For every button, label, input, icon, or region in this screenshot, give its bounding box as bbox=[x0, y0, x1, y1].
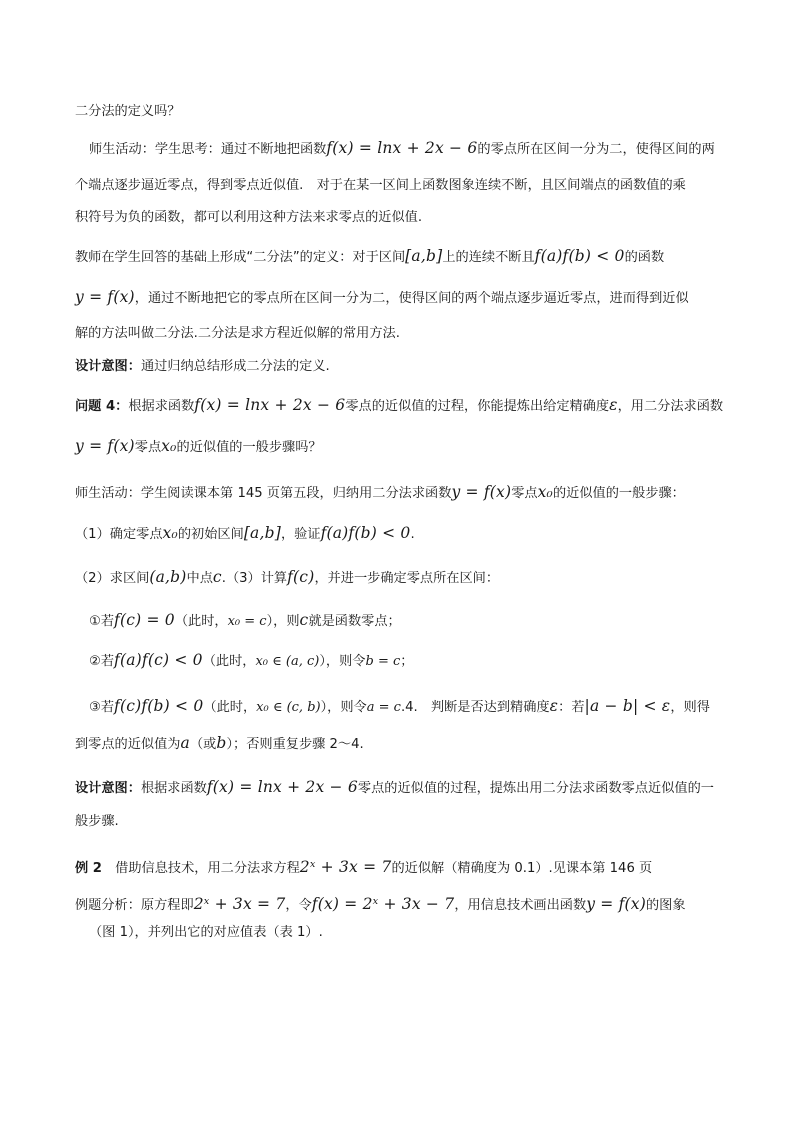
symbol-a: a bbox=[180, 734, 190, 752]
case-3-and-step-4: ③若f(c)f(b) < 0（此时，x₀ ∈ (c, b)），则令a = c.4. 判断是否达到精确度ε：若|a − b| < ε，则得 bbox=[89, 697, 710, 715]
example-analysis: 例题分析：原方程即2ˣ + 3x = 7，令f(x) = 2ˣ + 3x − 7，用信息技术画出函数y = f(x)的图象 bbox=[75, 895, 686, 913]
text-line-04: 积符号为负的函数，都可以利用这种方法来求零点的近似值. bbox=[75, 210, 423, 225]
text-line-11: 师生活动：学生阅读课本第 145 页第五段，归纳用二分法求函数y = f(x)零点x₀的近似值的一般步骤： bbox=[75, 483, 685, 501]
interval-ab: [a,b] bbox=[243, 524, 281, 542]
abs-condition: |a − b| < ε bbox=[584, 697, 671, 715]
step-1: （1）确定零点x₀的初始区间[a,b]，验证f(a)f(b) < 0. bbox=[75, 524, 415, 542]
b-equals-c: b = c bbox=[365, 654, 401, 669]
formula-f-2x: f(x) = 2ˣ + 3x − 7 bbox=[311, 895, 455, 913]
interval-open-ab: (a,b) bbox=[149, 568, 187, 586]
formula-fc: f(c) bbox=[287, 568, 315, 586]
text-line-19: 般步骤. bbox=[75, 814, 119, 829]
formula-y-fx: y = f(x) bbox=[75, 288, 135, 306]
text-line-02: 师生活动：学生思考：通过不断地把函数f(x) = lnx + 2x − 6的零点所在区间一分为二，使得区间的两 bbox=[89, 139, 715, 157]
formula-y-fx: y = f(x) bbox=[451, 483, 512, 501]
question-4: 问题 4：根据求函数f(x) = lnx + 2x − 6零点的近似值的过程，你能提炼出给定精确度ε，用二分法求函数 bbox=[75, 396, 724, 414]
text-line-17: 到零点的近似值为a（或b）；否则重复步骤 2～4. bbox=[75, 734, 364, 752]
epsilon-symbol: ε bbox=[609, 396, 618, 414]
midpoint-c: c bbox=[212, 568, 222, 586]
symbol-x0: x₀ bbox=[161, 437, 177, 455]
text-line-06: y = f(x)，通过不断地把它的零点所在区间一分为二，使得区间的两个端点逐步逼近零点，进而得到近似 bbox=[75, 288, 689, 306]
example-2: 例 2 借助信息技术，用二分法求方程2ˣ + 3x = 7的近似解（精确度为 0.1）.见课本第 146 页 bbox=[75, 858, 653, 876]
condition-fafb: f(a)f(b) < 0 bbox=[320, 524, 411, 542]
epsilon-symbol: ε bbox=[549, 697, 559, 715]
design-intent-2: 设计意图：根据求函数f(x) = lnx + 2x − 6零点的近似值的过程，提炼出用二分法求函数零点近似值的一 bbox=[75, 778, 714, 796]
condition-fafb: f(a)f(b) < 0 bbox=[534, 247, 625, 265]
formula-y-fx: y = f(x) bbox=[586, 895, 646, 913]
formula-y-fx: y = f(x) bbox=[75, 437, 135, 455]
text-line-05: 教师在学生回答的基础上形成“二分法”的定义：对于区间[a,b]上的连续不断且f(a)f(b) < 0的函数 bbox=[75, 247, 665, 265]
symbol-x0: x₀ bbox=[162, 524, 178, 542]
condition-fcfb: f(c)f(b) < 0 bbox=[114, 697, 204, 715]
case-2: ②若f(a)f(c) < 0（此时，x₀ ∈ (a, c)），则令b = c； bbox=[89, 651, 414, 669]
text-line-03: 个端点逐步逼近零点，得到零点近似值. 对于在某一区间上函数图象连续不断，且区间端点的函数值的乘 bbox=[75, 178, 686, 193]
x0-in-ac: x₀ ∈ (a, c) bbox=[255, 654, 320, 669]
text-line-22: （图 1），并列出它的对应值表（表 1）. bbox=[89, 925, 323, 940]
step-2-3: （2）求区间(a,b)中点c.（3）计算f(c)，并进一步确定零点所在区间： bbox=[75, 568, 500, 586]
symbol-b: b bbox=[216, 734, 227, 752]
case-1: ①若f(c) = 0（此时，x₀ = c），则c就是函数零点； bbox=[89, 611, 401, 629]
x0-in-cb: x₀ ∈ (c, b) bbox=[256, 700, 321, 715]
symbol-c: c bbox=[299, 611, 309, 629]
equation-2x: 2ˣ + 3x = 7 bbox=[193, 895, 286, 913]
a-equals-c: a = c bbox=[366, 700, 401, 715]
formula-f-ln: f(x) = lnx + 2x − 6 bbox=[194, 396, 346, 414]
formula-f-ln: f(x) = lnx + 2x − 6 bbox=[326, 139, 478, 157]
design-intent-1: 设计意图：通过归纳总结形成二分法的定义. bbox=[75, 359, 330, 374]
x0-equals-c: x₀ = c bbox=[227, 614, 267, 629]
condition-fc-zero: f(c) = 0 bbox=[114, 611, 175, 629]
formula-f-ln: f(x) = lnx + 2x − 6 bbox=[206, 778, 358, 796]
condition-fafc: f(a)f(c) < 0 bbox=[114, 651, 203, 669]
text-line-07: 解的方法叫做二分法.二分法是求方程近似解的常用方法. bbox=[75, 326, 400, 341]
text-line-10: y = f(x)零点x₀的近似值的一般步骤吗？ bbox=[75, 437, 322, 455]
equation-2x: 2ˣ + 3x = 7 bbox=[299, 858, 392, 876]
text-line-01: 二分法的定义吗？ bbox=[75, 104, 181, 119]
symbol-x0: x₀ bbox=[537, 483, 553, 501]
interval-ab: [a,b] bbox=[405, 247, 443, 265]
